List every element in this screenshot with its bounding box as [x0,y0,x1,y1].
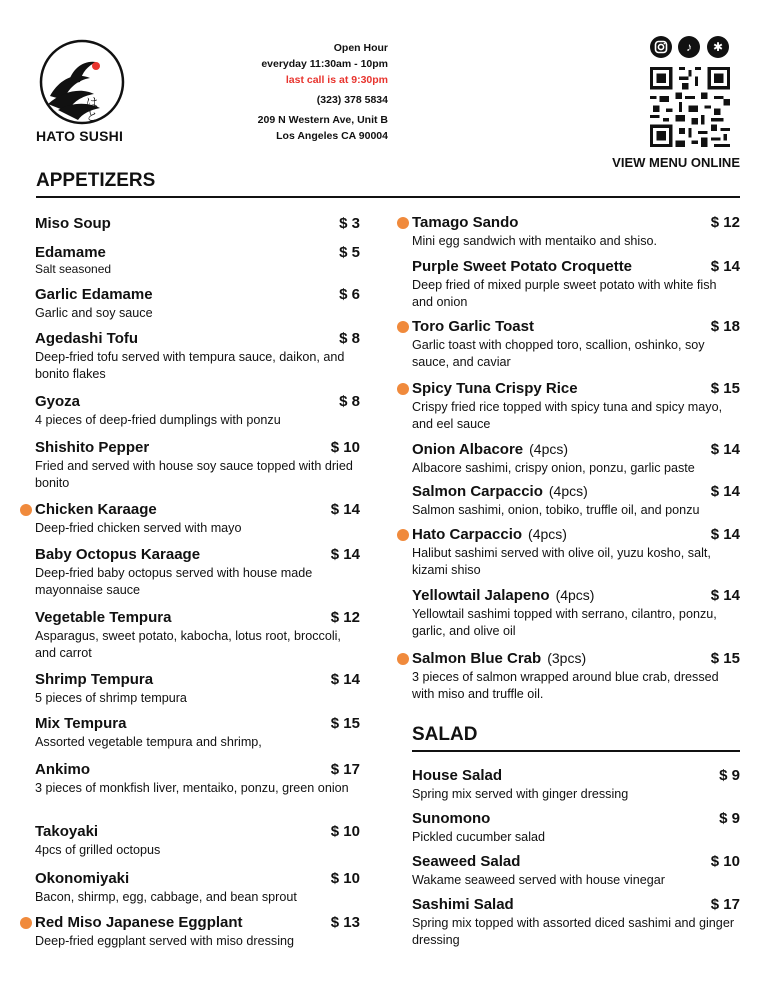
featured-dot [20,504,32,516]
menu-item-description: 3 pieces of monkfish liver, mentaiko, ponzu, green onion [35,781,349,795]
menu-item-price: $ 14 [330,546,360,563]
menu-item-description: Assorted vegetable tempura and shrimp, [35,735,262,749]
menu-item [35,670,360,707]
menu-item-name-text: Vegetable Tempura [35,609,172,626]
menu-item-name-text: Onion Albacore [412,441,524,458]
menu-item-name [35,285,360,304]
menu-item-name-text: Shishito Pepper [35,439,150,456]
address-line-1: 209 N Western Ave, Unit B [257,114,388,126]
menu-item-description: Crispy fried rice topped with spicy tuna and spicy mayo, and eel sauce [412,400,723,431]
menu-item-price: $ 14 [710,258,740,275]
phone-number[interactable]: (323) 378 5834 [316,94,388,106]
menu-item [412,440,740,477]
menu-item-name [35,913,360,932]
menu-item-price: $ 14 [710,483,740,500]
menu-item-name [412,766,740,785]
menu-item-price: $ 15 [710,650,740,667]
featured-dot [397,217,409,229]
menu-item [412,317,740,371]
menu-item-price: $ 10 [710,853,740,870]
menu-item-name [35,869,360,888]
menu-item-description: Asparagus, sweet potato, kabocha, lotus root, broccoli, and carrot [35,629,341,660]
menu-item-pieces: (4pcs) [555,587,595,603]
menu-item [35,545,360,599]
featured-dot [397,321,409,333]
menu-item [412,766,740,803]
menu-item-price: $ 14 [710,526,740,543]
menu-item-description: 4pcs of grilled octopus [35,843,161,857]
menu-item-price: $ 3 [339,215,360,232]
menu-item-description: Salmon sashimi, onion, tobiko, truffle oil, and ponzu [412,503,700,517]
menu-item [35,243,360,276]
menu-item [412,379,740,433]
menu-item-price: $ 12 [330,609,360,626]
menu-item-description: 3 pieces of salmon wrapped around blue crab, dressed with miso and truffle oil. [412,670,719,701]
menu-item-description: Pickled cucumber salad [412,830,545,844]
menu-item-name [412,482,740,501]
menu-item-name [35,392,360,411]
menu-item-description: Salt seasoned [35,262,112,276]
menu-item-name-text: Hato Carpaccio [412,526,523,543]
menu-item-name-text: Shrimp Tempura [35,671,154,688]
menu-item-name [412,649,740,668]
menu-item-description: 4 pieces of deep-fried dumplings with ponzu [35,413,281,427]
menu-item-price: $ 15 [330,715,360,732]
featured-dot [397,529,409,541]
menu-item-name-text: Seaweed Salad [412,853,521,870]
menu-item-description: 5 pieces of shrimp tempura [35,691,187,705]
menu-item-name-text: Baby Octopus Karaage [35,546,201,563]
menu-item-name-text: Ankimo [35,761,91,778]
menu-item [412,586,740,640]
menu-item-description: Fried and served with house soy sauce topped with dried bonito [35,459,353,490]
qr-code[interactable] [650,67,730,147]
menu-item-pieces: (4pcs) [548,483,588,499]
menu-item [412,852,740,889]
menu-item [35,500,360,537]
hato-logo [38,38,126,126]
menu-item-price: $ 10 [330,870,360,887]
menu-item [35,869,360,906]
menu-item-price: $ 6 [339,286,360,303]
menu-item [412,482,740,519]
menu-item-name-text: Toro Garlic Toast [412,318,534,335]
menu-item-name [35,438,360,457]
menu-item-name [412,586,740,605]
menu-item-description: Garlic toast with chopped toro, scallion, oshinko, soy sauce, and caviar [412,338,705,369]
featured-dot [20,917,32,929]
menu-item [35,285,360,322]
menu-item-description: Spring mix topped with assorted diced sashimi and ginger dressing [412,916,735,947]
menu-item-price: $ 10 [330,823,360,840]
appetizers-divider [36,196,740,198]
menu-item-description: Wakame seaweed served with house vinegar [412,873,665,887]
menu-item-name [412,809,740,828]
view-menu-online-link[interactable]: VIEW MENU ONLINE [612,155,740,170]
menu-item-description: Deep-fried chicken served with mayo [35,521,242,535]
menu-item-name [412,440,740,459]
menu-item-name [412,213,740,232]
salad-divider [412,750,740,752]
menu-item-description: Bacon, shirmp, egg, cabbage, and bean sprout [35,890,297,904]
menu-item [412,649,740,703]
menu-item-name [35,822,360,841]
appetizers-title: APPETIZERS [36,170,156,191]
menu-item [35,760,360,797]
menu-item [35,822,360,859]
menu-item-name-text: Salmon Carpaccio [412,483,543,500]
hours-block [200,40,388,144]
menu-item [35,214,360,233]
menu-item-name-text: Tamago Sando [412,214,519,231]
menu-item-name-text: Gyoza [35,393,81,410]
featured-dot [397,653,409,665]
menu-item-name-text: Okonomiyaki [35,870,130,887]
menu-item-price: $ 9 [719,810,740,827]
menu-item-description: Mini egg sandwich with mentaiko and shiso. [412,234,658,248]
menu-item-price: $ 17 [710,896,740,913]
menu-item-name-text: Miso Soup [35,215,111,232]
tiktok-icon[interactable]: ♪ [678,36,700,58]
menu-item-name [412,257,740,276]
menu-item-name-text: Red Miso Japanese Eggplant [35,914,243,931]
menu-item [35,714,360,751]
menu-item-name [412,525,740,544]
menu-item-price: $ 13 [330,914,360,931]
menu-item-description: Spring mix served with ginger dressing [412,787,629,801]
menu-item-price: $ 15 [710,380,740,397]
menu-item-description: Deep-fried baby octopus served with house made mayonnaise sauce [35,566,313,597]
menu-item-name-text: Salmon Blue Crab [412,650,542,667]
menu-item-description: Albacore sashimi, crispy onion, ponzu, garlic paste [412,461,695,475]
menu-item [35,438,360,492]
menu-item-price: $ 5 [339,244,360,261]
menu-item-description: Deep-fried eggplant served with miso dressing [35,934,295,948]
menu-item-description: Garlic and soy sauce [35,306,153,320]
featured-dot [397,383,409,395]
menu-item-name [412,852,740,871]
menu-item-price: $ 17 [330,761,360,778]
menu-item-price: $ 18 [710,318,740,335]
menu-item-description: Deep-fried tofu served with tempura sauce, daikon, and bonito flakes [35,350,345,381]
menu-item-name [412,895,740,914]
menu-item-price: $ 14 [710,587,740,604]
menu-item [35,329,360,383]
salad-title: SALAD [412,724,478,745]
menu-item [412,257,740,311]
brand-name: HATO SUSHI [36,128,124,144]
menu-item-name-text: Chicken Karaage [35,501,157,518]
open-hour-label: Open Hour [333,42,388,54]
menu-item-name [35,329,360,348]
menu-item-name [412,317,740,336]
menu-item-price: $ 14 [710,441,740,458]
menu-item-name [35,243,360,262]
menu-item-name [35,670,360,689]
menu-item-name-text: House Salad [412,767,503,784]
menu-item-name [35,760,360,779]
menu-item-price: $ 10 [330,439,360,456]
menu-item-price: $ 8 [339,330,360,347]
menu-item-pieces: (4pcs) [528,526,567,542]
menu-item [35,608,360,662]
menu-item-name-text: Sashimi Salad [412,896,514,913]
yelp-icon[interactable]: ✱ [707,36,729,58]
menu-item-pieces: (3pcs) [547,650,587,666]
menu-item-pieces: (4pcs) [529,441,569,457]
menu-item-name [35,545,360,564]
menu-item-description: Yellowtail sashimi topped with serrano, cilantro, ponzu, garlic, and olive oil [412,607,717,638]
hours-text: everyday 11:30am - 10pm [261,58,388,70]
menu-item [412,525,740,579]
menu-item-name-text: Yellowtail Jalapeno [412,587,550,604]
menu-item-price: $ 14 [330,501,360,518]
menu-item-name [35,714,360,733]
address-line-2: Los Angeles CA 90004 [276,130,388,142]
menu-item-name-text: Mix Tempura [35,715,127,732]
menu-item-price: $ 8 [339,393,360,410]
menu-item [35,913,360,950]
menu-item-name-text: Edamame [35,244,106,261]
last-call-text: last call is at 9:30pm [285,74,388,86]
menu-item [35,392,360,429]
menu-item-name-text: Garlic Edamame [35,286,153,303]
menu-item-name-text: Takoyaki [35,823,99,840]
menu-item-price: $ 9 [719,767,740,784]
menu-item-description: Halibut sashimi served with olive oil, yuzu kosho, salt, kizami shiso [412,546,711,577]
logo-kana: はと [82,96,98,122]
menu-item-name-text: Sunomono [412,810,491,827]
menu-item-price: $ 14 [330,671,360,688]
menu-item-name [412,379,740,398]
menu-item [412,809,740,846]
menu-item-name-text: Purple Sweet Potato Croquette [412,258,633,275]
menu-item-description: Deep fried of mixed purple sweet potato with white fish and onion [412,278,717,309]
menu-item [412,895,740,949]
menu-item-name-text: Spicy Tuna Crispy Rice [412,380,578,397]
menu-item [412,213,740,250]
menu-item-name-text: Agedashi Tofu [35,330,139,347]
instagram-icon[interactable] [650,36,672,58]
menu-item-name [35,214,360,233]
menu-item-name [35,608,360,627]
menu-item-price: $ 12 [710,214,740,231]
menu-item-name [35,500,360,519]
